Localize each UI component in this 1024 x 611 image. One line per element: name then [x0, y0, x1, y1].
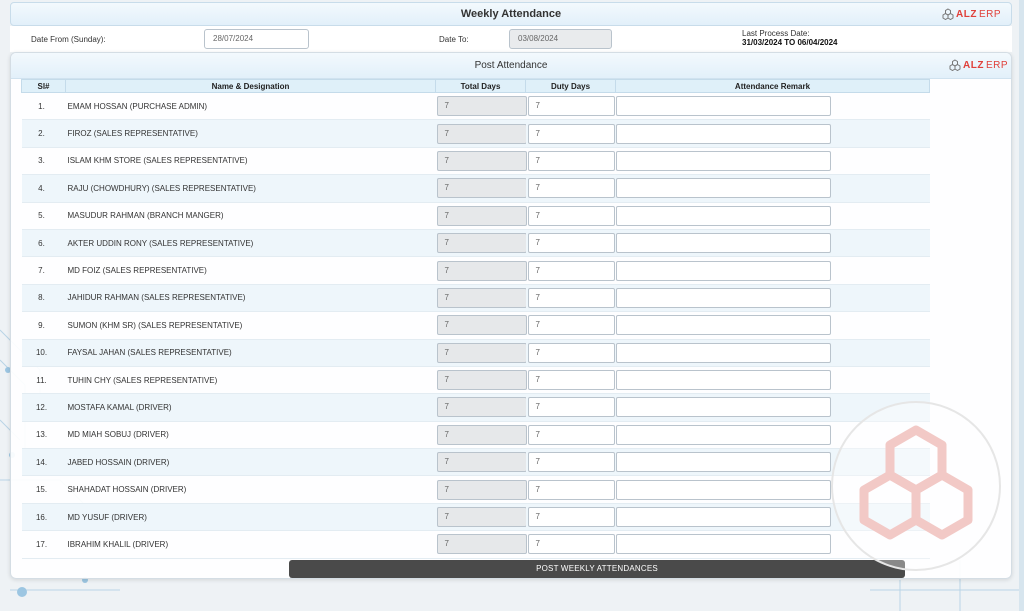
- table-row: [22, 257, 930, 284]
- attendance-remark-input[interactable]: [616, 124, 831, 144]
- attendance-remark-input[interactable]: [616, 288, 831, 308]
- duty-days-input[interactable]: 7: [528, 124, 615, 144]
- attendance-remark-input[interactable]: [616, 151, 831, 171]
- row-total-days-cell: [436, 421, 526, 448]
- duty-days-input[interactable]: 7: [528, 480, 615, 500]
- total-days-input: 7: [437, 480, 527, 500]
- row-duty-days-cell: [526, 339, 616, 366]
- table-row: [22, 421, 930, 448]
- row-sl: 15.: [22, 476, 66, 503]
- row-sl: 11.: [22, 366, 66, 393]
- brand-erp-text: ERP: [985, 59, 1008, 71]
- row-sl: 1.: [22, 93, 66, 120]
- row-remark-cell: [616, 120, 930, 147]
- total-days-input: 7: [437, 96, 527, 116]
- row-duty-days-cell: [526, 229, 616, 256]
- panel-brand-logo: [949, 59, 1008, 71]
- row-total-days-cell: [436, 449, 526, 476]
- page-title: Weekly Attendance: [460, 8, 562, 20]
- alz-logo-icon: [942, 8, 954, 20]
- attendance-remark-input[interactable]: [616, 480, 831, 500]
- panel-title: Post Attendance: [474, 60, 548, 71]
- attendance-remark-input[interactable]: [616, 206, 831, 226]
- attendance-remark-input[interactable]: [616, 397, 831, 417]
- row-duty-days-cell: [526, 476, 616, 503]
- row-duty-days-cell: [526, 93, 616, 120]
- table-row: [22, 229, 930, 256]
- row-name-designation: JAHIDUR RAHMAN (SALES REPRESENTATIVE): [66, 284, 436, 311]
- last-process-value: 31/03/2024 TO 06/04/2024: [742, 38, 838, 47]
- last-process-label: Last Process Date:: [742, 29, 810, 38]
- brand-alz-text: ALZ: [955, 8, 977, 20]
- table-row: [22, 503, 930, 530]
- col-duty-days: Duty Days: [526, 80, 616, 93]
- row-total-days-cell: [436, 147, 526, 174]
- duty-days-input[interactable]: 7: [528, 261, 615, 281]
- last-process-date: [742, 29, 838, 47]
- row-duty-days-cell: [526, 312, 616, 339]
- row-duty-days-cell: [526, 175, 616, 202]
- row-duty-days-cell: [526, 503, 616, 530]
- row-name-designation: MD YUSUF (DRIVER): [66, 503, 436, 530]
- row-name-designation: MD MIAH SOBUJ (DRIVER): [66, 421, 436, 448]
- brand-erp-text: ERP: [978, 8, 1001, 20]
- total-days-input: 7: [437, 124, 527, 144]
- table-row: [22, 284, 930, 311]
- row-name-designation: SUMON (KHM SR) (SALES REPRESENTATIVE): [66, 312, 436, 339]
- row-total-days-cell: [436, 476, 526, 503]
- row-sl: 13.: [22, 421, 66, 448]
- row-remark-cell: [616, 147, 930, 174]
- row-name-designation: IBRAHIM KHALIL (DRIVER): [66, 531, 436, 558]
- table-row: [22, 175, 930, 202]
- row-remark-cell: [616, 421, 930, 448]
- table-row: [22, 147, 930, 174]
- row-remark-cell: [616, 284, 930, 311]
- row-name-designation: MASUDUR RAHMAN (BRANCH MANGER): [66, 202, 436, 229]
- table-row: [22, 93, 930, 120]
- row-remark-cell: [616, 394, 930, 421]
- row-sl: 6.: [22, 229, 66, 256]
- total-days-input: 7: [437, 397, 527, 417]
- row-sl: 9.: [22, 312, 66, 339]
- duty-days-input[interactable]: 7: [528, 507, 615, 527]
- row-name-designation: FAYSAL JAHAN (SALES REPRESENTATIVE): [66, 339, 436, 366]
- row-remark-cell: [616, 531, 930, 558]
- attendance-remark-input[interactable]: [616, 534, 831, 554]
- attendance-remark-input[interactable]: [616, 507, 831, 527]
- row-total-days-cell: [436, 531, 526, 558]
- row-total-days-cell: [436, 339, 526, 366]
- duty-days-input[interactable]: 7: [528, 96, 615, 116]
- row-name-designation: ISLAM KHM STORE (SALES REPRESENTATIVE): [66, 147, 436, 174]
- row-name-designation: RAJU (CHOWDHURY) (SALES REPRESENTATIVE): [66, 175, 436, 202]
- row-name-designation: AKTER UDDIN RONY (SALES REPRESENTATIVE): [66, 229, 436, 256]
- total-days-input: 7: [437, 425, 527, 445]
- alz-logo-icon: [949, 59, 961, 71]
- row-duty-days-cell: [526, 257, 616, 284]
- row-remark-cell: [616, 366, 930, 393]
- brand-logo: [942, 8, 1001, 20]
- duty-days-input[interactable]: 7: [528, 370, 615, 390]
- post-attendance-panel: [10, 52, 1012, 579]
- row-sl: 7.: [22, 257, 66, 284]
- total-days-input: 7: [437, 178, 527, 198]
- row-total-days-cell: [436, 229, 526, 256]
- attendance-remark-input[interactable]: [616, 178, 831, 198]
- row-name-designation: SHAHADAT HOSSAIN (DRIVER): [66, 476, 436, 503]
- row-total-days-cell: [436, 394, 526, 421]
- date-to-input: 03/08/2024: [509, 29, 612, 49]
- duty-days-input[interactable]: 7: [528, 343, 615, 363]
- row-duty-days-cell: [526, 120, 616, 147]
- row-total-days-cell: [436, 120, 526, 147]
- total-days-input: 7: [437, 233, 527, 253]
- row-total-days-cell: [436, 257, 526, 284]
- table-header-row: [22, 80, 930, 93]
- col-remark: Attendance Remark: [616, 80, 930, 93]
- row-remark-cell: [616, 449, 930, 476]
- row-sl: 12.: [22, 394, 66, 421]
- attendance-remark-input[interactable]: [616, 370, 831, 390]
- attendance-remark-input[interactable]: [616, 425, 831, 445]
- row-duty-days-cell: [526, 394, 616, 421]
- row-total-days-cell: [436, 93, 526, 120]
- row-duty-days-cell: [526, 147, 616, 174]
- duty-days-input[interactable]: 7: [528, 452, 615, 472]
- total-days-input: 7: [437, 507, 527, 527]
- row-sl: 2.: [22, 120, 66, 147]
- total-days-input: 7: [437, 315, 527, 335]
- page-header: [10, 2, 1012, 26]
- table-row: [22, 394, 930, 421]
- attendance-table: [21, 79, 930, 559]
- table-row: [22, 202, 930, 229]
- col-sl: Sl#: [22, 80, 66, 93]
- attendance-remark-input[interactable]: [616, 261, 831, 281]
- table-row: [22, 366, 930, 393]
- row-duty-days-cell: [526, 449, 616, 476]
- row-total-days-cell: [436, 284, 526, 311]
- row-sl: 3.: [22, 147, 66, 174]
- row-name-designation: TUHIN CHY (SALES REPRESENTATIVE): [66, 366, 436, 393]
- attendance-remark-input[interactable]: [616, 315, 831, 335]
- row-remark-cell: [616, 257, 930, 284]
- duty-days-input[interactable]: 7: [528, 397, 615, 417]
- table-row: [22, 312, 930, 339]
- row-duty-days-cell: [526, 421, 616, 448]
- brand-alz-text: ALZ: [962, 59, 984, 71]
- row-duty-days-cell: [526, 202, 616, 229]
- row-remark-cell: [616, 175, 930, 202]
- total-days-input: 7: [437, 261, 527, 281]
- row-total-days-cell: [436, 312, 526, 339]
- duty-days-input[interactable]: 7: [528, 315, 615, 335]
- total-days-input: 7: [437, 206, 527, 226]
- duty-days-input[interactable]: 7: [528, 233, 615, 253]
- attendance-remark-input[interactable]: [616, 452, 831, 472]
- row-sl: 8.: [22, 284, 66, 311]
- row-remark-cell: [616, 202, 930, 229]
- duty-days-input[interactable]: 7: [528, 178, 615, 198]
- row-duty-days-cell: [526, 531, 616, 558]
- row-sl: 16.: [22, 503, 66, 530]
- row-name-designation: MOSTAFA KAMAL (DRIVER): [66, 394, 436, 421]
- row-sl: 14.: [22, 449, 66, 476]
- attendance-remark-input[interactable]: [616, 343, 831, 363]
- duty-days-input[interactable]: 7: [528, 206, 615, 226]
- col-name: Name & Designation: [66, 80, 436, 93]
- attendance-remark-input[interactable]: [616, 96, 831, 116]
- total-days-input: 7: [437, 370, 527, 390]
- row-name-designation: FIROZ (SALES REPRESENTATIVE): [66, 120, 436, 147]
- row-name-designation: MD FOIZ (SALES REPRESENTATIVE): [66, 257, 436, 284]
- row-sl: 5.: [22, 202, 66, 229]
- post-weekly-attendances-button[interactable]: POST WEEKLY ATTENDANCES: [289, 560, 905, 578]
- row-total-days-cell: [436, 202, 526, 229]
- row-sl: 10.: [22, 339, 66, 366]
- row-sl: 17.: [22, 531, 66, 558]
- table-row: [22, 449, 930, 476]
- panel-header: [11, 53, 1011, 79]
- date-from-label: Date From (Sunday):: [31, 35, 106, 44]
- row-total-days-cell: [436, 503, 526, 530]
- duty-days-input[interactable]: 7: [528, 425, 615, 445]
- row-name-designation: JABED HOSSAIN (DRIVER): [66, 449, 436, 476]
- table-row: [22, 339, 930, 366]
- date-to-label: Date To:: [439, 35, 469, 44]
- total-days-input: 7: [437, 151, 527, 171]
- row-remark-cell: [616, 339, 930, 366]
- table-row: [22, 120, 930, 147]
- row-remark-cell: [616, 503, 930, 530]
- row-total-days-cell: [436, 175, 526, 202]
- total-days-input: 7: [437, 452, 527, 472]
- duty-days-input[interactable]: 7: [528, 534, 615, 554]
- filter-bar: [10, 26, 1012, 52]
- total-days-input: 7: [437, 534, 527, 554]
- row-sl: 4.: [22, 175, 66, 202]
- row-duty-days-cell: [526, 284, 616, 311]
- col-total-days: Total Days: [436, 80, 526, 93]
- attendance-remark-input[interactable]: [616, 233, 831, 253]
- duty-days-input[interactable]: 7: [528, 288, 615, 308]
- row-name-designation: EMAM HOSSAN (PURCHASE ADMIN): [66, 93, 436, 120]
- total-days-input: 7: [437, 288, 527, 308]
- table-row: [22, 531, 930, 558]
- row-remark-cell: [616, 93, 930, 120]
- date-from-input[interactable]: 28/07/2024: [204, 29, 309, 49]
- row-remark-cell: [616, 312, 930, 339]
- duty-days-input[interactable]: 7: [528, 151, 615, 171]
- row-remark-cell: [616, 476, 930, 503]
- row-duty-days-cell: [526, 366, 616, 393]
- total-days-input: 7: [437, 343, 527, 363]
- row-total-days-cell: [436, 366, 526, 393]
- row-remark-cell: [616, 229, 930, 256]
- table-row: [22, 476, 930, 503]
